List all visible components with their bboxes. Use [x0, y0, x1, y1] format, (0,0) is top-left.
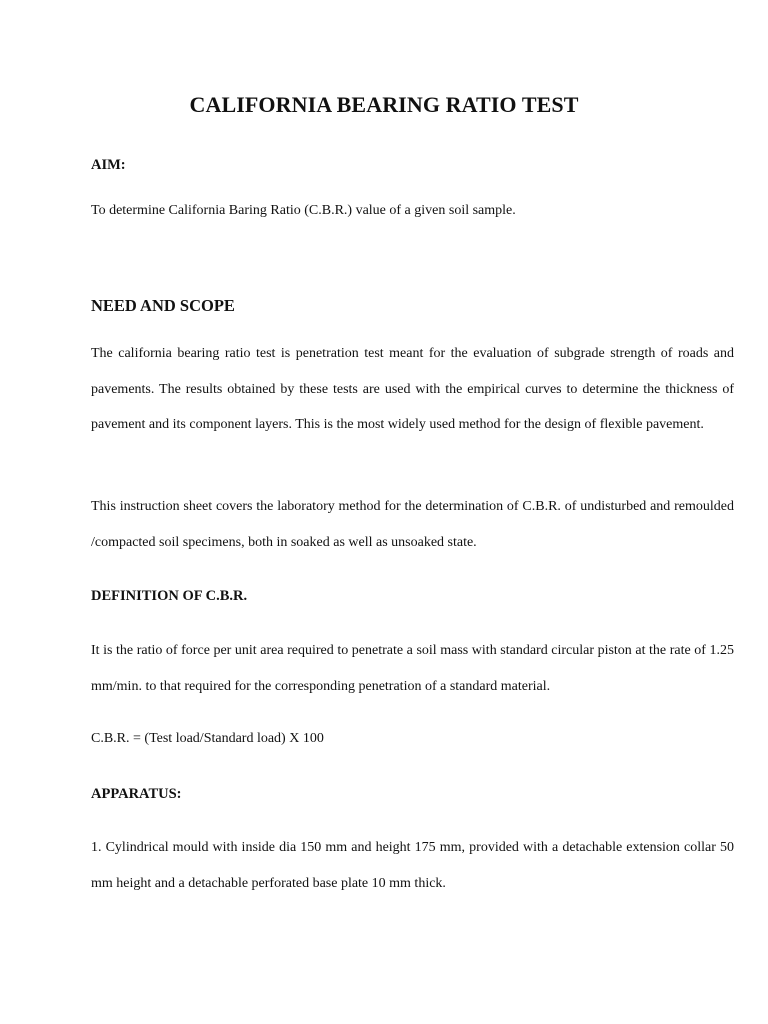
aim-heading: AIM: — [91, 157, 126, 173]
apparatus-heading: APPARATUS: — [91, 786, 182, 802]
apparatus-item-1: 1. Cylindrical mould with inside dia 150 mm and height 175 mm, provided with a detachable extension collar 50 mm height and a detachable perforated base plate 10 mm thick. — [91, 840, 734, 891]
need-and-scope-paragraph-1: The california bearing ratio test is penetration test meant for the evaluation of subgrade strength of roads and pavements. The results obtained by these tests are used with the empirical curves to determine the thickness of pavement and its component layers. This is the most widely used method for the design of flexible pavement. — [91, 346, 734, 432]
aim-text: To determine California Baring Ratio (C.B.R.) value of a given soil sample. — [91, 203, 516, 218]
definition-paragraph: It is the ratio of force per unit area required to penetrate a soil mass with standard circular piston at the rate of 1.25 mm/min. to that required for the corresponding penetration of a standard material. — [91, 643, 734, 694]
cbr-formula: C.B.R. = (Test load/Standard load) X 100 — [91, 731, 324, 746]
need-and-scope-paragraph-2: This instruction sheet covers the laboratory method for the determination of C.B.R. of undisturbed and remoulded /compacted soil specimens, both in soaked as well as unsoaked state. — [91, 499, 734, 550]
document-title: CALIFORNIA BEARING RATIO TEST — [189, 92, 579, 117]
need-and-scope-heading: NEED AND SCOPE — [91, 296, 235, 315]
definition-heading: DEFINITION OF C.B.R. — [91, 588, 248, 604]
